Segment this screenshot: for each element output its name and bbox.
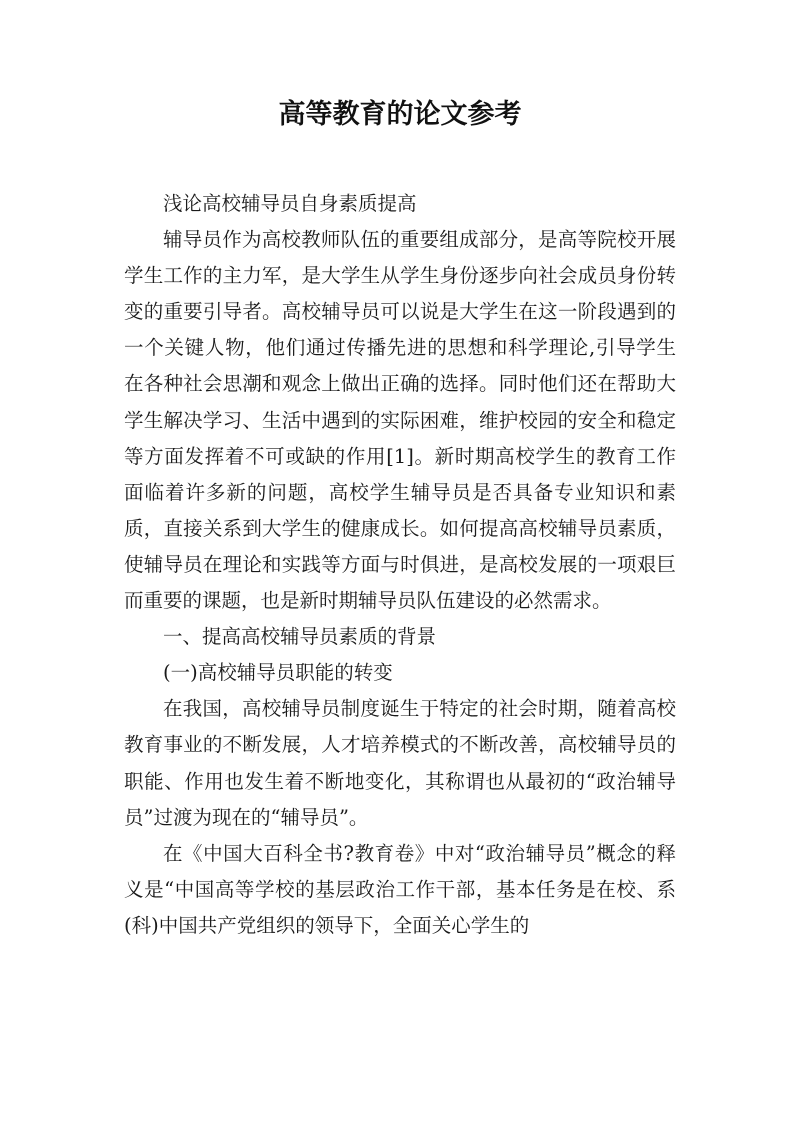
document-title: 高等教育的论文参考 <box>278 99 522 130</box>
paragraph: 辅导员作为高校教师队伍的重要组成部分，是高等院校开展学生工作的主力军，是大学生从学生身份逐步向社会成员身份转变的重要引导者。高校辅导员可以说是大学生在这一阶段遇到的一个关键人物，他们通过传播先进的思想和科学理论,引导学生在各种社会思潮和观念上做出正确的选择。同时他们还在帮助大学生解决学习、生活中遇到的实际困难，维护校园的安全和稳定等方面发挥着不可或缺的作用[1]。新时期高校学生的教育工作面临着许多新的问题，高校学生辅导员是否具备专业知识和素质，直接关系到大学生的健康成长。如何提高高校辅导员素质，使辅导员在理论和实践等方面与时俱进，是高校发展的一项艰巨而重要的课题，也是新时期辅导员队伍建设的必然需求。 <box>124 228 676 613</box>
section-heading: 浅论高校辅导员自身素质提高 <box>163 192 417 215</box>
paragraph: 在《中国大百科全书?教育卷》中对“政治辅导员”概念的释义是“中国高等学校的基层政治工作干部，基本任务是在校、系(科)中国共产党组织的领导下，全面关心学生的 <box>124 841 676 937</box>
section-heading: 一、提高高校辅导员素质的背景 <box>163 625 437 649</box>
document-body <box>124 186 676 944</box>
paragraph: 在我国，高校辅导员制度诞生于特定的社会时期，随着高校教育事业的不断发展，人才培养模式的不断改善，高校辅导员的职能、作用也发生着不断地变化，其称谓也从最初的“政治辅导员”过渡为现在的“辅导员”。 <box>124 697 676 829</box>
subsection-heading: (一)高校辅导员职能的转变 <box>163 661 393 685</box>
